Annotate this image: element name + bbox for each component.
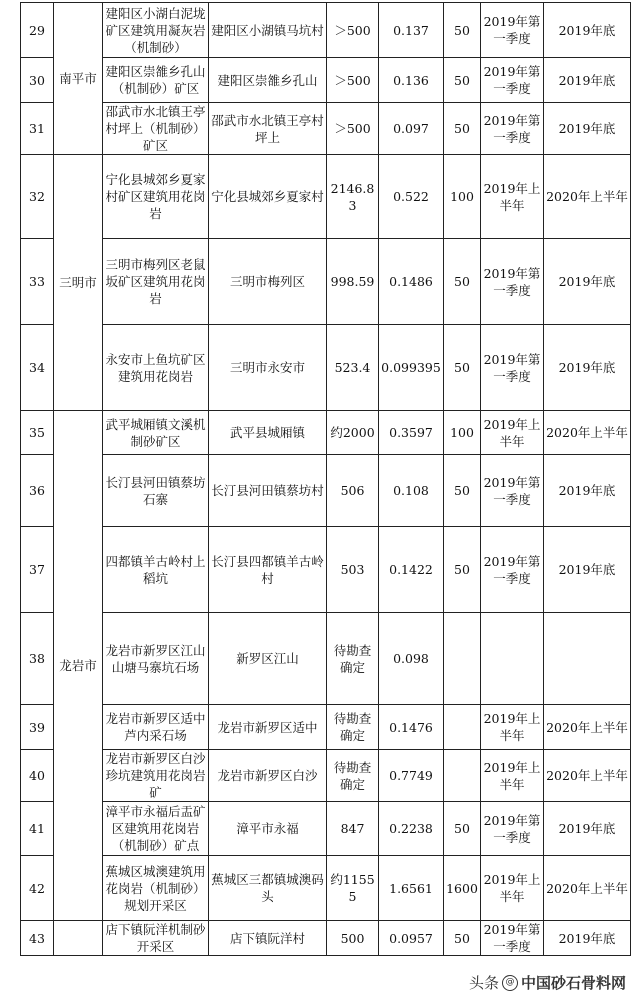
cell-name: 宁化县城郊乡夏家村矿区建筑用花岗岩 <box>103 155 209 239</box>
cell-res: 约2000 <box>327 411 379 455</box>
cell-name: 长汀县河田镇蔡坊石寨 <box>103 455 209 527</box>
cell-end <box>544 613 631 705</box>
cell-start: 2019年上半年 <box>481 705 544 750</box>
cell-end: 2020年上半年 <box>544 705 631 750</box>
table-body <box>21 3 631 956</box>
cell-no: 32 <box>21 155 54 239</box>
cell-area: 0.137 <box>379 3 444 58</box>
cell-start: 2019年上半年 <box>481 856 544 921</box>
cell-start: 2019年第一季度 <box>481 921 544 956</box>
cell-no: 36 <box>21 455 54 527</box>
cell-end: 2020年上半年 <box>544 856 631 921</box>
cell-end: 2019年底 <box>544 239 631 325</box>
cell-res: 待勘查确定 <box>327 750 379 802</box>
cell-no: 42 <box>21 856 54 921</box>
table-row <box>21 58 631 103</box>
cell-scale: 50 <box>444 455 481 527</box>
cell-area: 0.2238 <box>379 802 444 856</box>
cell-name: 三明市梅列区老鼠坂矿区建筑用花岗岩 <box>103 239 209 325</box>
table-row <box>21 455 631 527</box>
cell-no: 38 <box>21 613 54 705</box>
cell-loc: 新罗区江山 <box>209 613 327 705</box>
city-cell: 三明市 <box>54 155 103 411</box>
cell-scale: 50 <box>444 921 481 956</box>
cell-scale: 100 <box>444 155 481 239</box>
cell-res: ＞500 <box>327 58 379 103</box>
cell-area: 0.108 <box>379 455 444 527</box>
table-row <box>21 239 631 325</box>
cell-start: 2019年第一季度 <box>481 325 544 411</box>
table-row <box>21 3 631 58</box>
cell-no: 30 <box>21 58 54 103</box>
cell-loc: 宁化县城郊乡夏家村 <box>209 155 327 239</box>
cell-name: 店下镇阮洋机制砂开采区 <box>103 921 209 956</box>
cell-loc: 店下镇阮洋村 <box>209 921 327 956</box>
cell-loc: 建阳区崇雒乡孔山 <box>209 58 327 103</box>
table-row <box>21 155 631 239</box>
cell-scale <box>444 750 481 802</box>
cell-no: 43 <box>21 921 54 956</box>
cell-res: 847 <box>327 802 379 856</box>
cell-area: 1.6561 <box>379 856 444 921</box>
cell-no: 35 <box>21 411 54 455</box>
cell-name: 龙岩市新罗区白沙珍坑建筑用花岗岩矿 <box>103 750 209 802</box>
cell-name: 建阳区小湖白泥垅矿区建筑用凝灰岩（机制砂） <box>103 3 209 58</box>
cell-start: 2019年第一季度 <box>481 455 544 527</box>
table-row <box>21 411 631 455</box>
cell-no: 29 <box>21 3 54 58</box>
cell-end: 2019年底 <box>544 3 631 58</box>
cell-start: 2019年第一季度 <box>481 3 544 58</box>
cell-scale: 50 <box>444 103 481 155</box>
cell-no: 39 <box>21 705 54 750</box>
cell-scale: 50 <box>444 527 481 613</box>
table-row <box>21 750 631 802</box>
cell-area: 0.522 <box>379 155 444 239</box>
cell-end: 2019年底 <box>544 802 631 856</box>
cell-res: ＞500 <box>327 3 379 58</box>
table-row <box>21 103 631 155</box>
cell-start: 2019年第一季度 <box>481 103 544 155</box>
table-row <box>21 802 631 856</box>
cell-loc: 三明市永安市 <box>209 325 327 411</box>
cell-no: 41 <box>21 802 54 856</box>
cell-scale: 50 <box>444 3 481 58</box>
cell-name: 建阳区崇雒乡孔山（机制砂）矿区 <box>103 58 209 103</box>
cell-area: 0.097 <box>379 103 444 155</box>
cell-res: ＞500 <box>327 103 379 155</box>
cell-area: 0.7749 <box>379 750 444 802</box>
cell-no: 34 <box>21 325 54 411</box>
resource-table <box>20 2 631 956</box>
cell-name: 武平城厢镇文溪机制砂矿区 <box>103 411 209 455</box>
cell-loc: 漳平市永福 <box>209 802 327 856</box>
cell-start: 2019年上半年 <box>481 155 544 239</box>
cell-scale: 50 <box>444 58 481 103</box>
cell-end: 2020年上半年 <box>544 411 631 455</box>
cell-name: 蕉城区城澳建筑用花岗岩（机制砂）规划开采区 <box>103 856 209 921</box>
cell-loc: 三明市梅列区 <box>209 239 327 325</box>
cell-area: 0.1486 <box>379 239 444 325</box>
cell-res: 523.4 <box>327 325 379 411</box>
cell-end: 2019年底 <box>544 527 631 613</box>
cell-name: 四都镇羊古岭村上稻坑 <box>103 527 209 613</box>
cell-end: 2019年底 <box>544 921 631 956</box>
cell-res: 998.59 <box>327 239 379 325</box>
cell-end: 2020年上半年 <box>544 750 631 802</box>
cell-start: 2019年第一季度 <box>481 527 544 613</box>
cell-end: 2019年底 <box>544 103 631 155</box>
cell-scale <box>444 613 481 705</box>
table-row <box>21 705 631 750</box>
city-cell: 南平市 <box>54 3 103 155</box>
cell-no: 31 <box>21 103 54 155</box>
cell-start: 2019年第一季度 <box>481 58 544 103</box>
table-row <box>21 856 631 921</box>
cell-name: 漳平市永福后盂矿区建筑用花岗岩（机制砂）矿点 <box>103 802 209 856</box>
cell-loc: 建阳区小湖镇马坑村 <box>209 3 327 58</box>
cell-name: 永安市上鱼坑矿区建筑用花岗岩 <box>103 325 209 411</box>
cell-loc: 武平县城厢镇 <box>209 411 327 455</box>
cell-area: 0.1422 <box>379 527 444 613</box>
cell-loc: 龙岩市新罗区白沙 <box>209 750 327 802</box>
table-row <box>21 921 631 956</box>
cell-name: 龙岩市新罗区适中芦内采石场 <box>103 705 209 750</box>
cell-res: 500 <box>327 921 379 956</box>
cell-name: 龙岩市新罗区江山山塘马寨坑石场 <box>103 613 209 705</box>
cell-area: 0.136 <box>379 58 444 103</box>
cell-name: 邵武市水北镇王亭村坪上（机制砂）矿区 <box>103 103 209 155</box>
table-row <box>21 613 631 705</box>
cell-res: 503 <box>327 527 379 613</box>
cell-res: 2146.83 <box>327 155 379 239</box>
cell-res: 待勘查确定 <box>327 705 379 750</box>
cell-scale: 1600 <box>444 856 481 921</box>
cell-no: 33 <box>21 239 54 325</box>
cell-start: 2019年第一季度 <box>481 802 544 856</box>
cell-area: 0.3597 <box>379 411 444 455</box>
cell-res: 506 <box>327 455 379 527</box>
table-row <box>21 325 631 411</box>
cell-scale <box>444 705 481 750</box>
cell-end: 2019年底 <box>544 455 631 527</box>
cell-scale: 100 <box>444 411 481 455</box>
cell-start: 2019年上半年 <box>481 411 544 455</box>
city-cell: 龙岩市 <box>54 411 103 921</box>
cell-loc: 邵武市水北镇王亭村坪上 <box>209 103 327 155</box>
cell-loc: 长汀县河田镇蔡坊村 <box>209 455 327 527</box>
cell-start: 2019年上半年 <box>481 750 544 802</box>
cell-no: 40 <box>21 750 54 802</box>
watermark-account: 中国砂石骨料网 <box>520 974 626 992</box>
cell-scale: 50 <box>444 802 481 856</box>
cell-res: 待勘查确定 <box>327 613 379 705</box>
cell-res: 约11555 <box>327 856 379 921</box>
city-cell <box>54 921 103 956</box>
watermark <box>465 971 630 994</box>
cell-start: 2019年第一季度 <box>481 239 544 325</box>
cell-start <box>481 613 544 705</box>
cell-loc: 蕉城区三都镇城澳码头 <box>209 856 327 921</box>
cell-loc: 龙岩市新罗区适中 <box>209 705 327 750</box>
cell-scale: 50 <box>444 239 481 325</box>
cell-end: 2020年上半年 <box>544 155 631 239</box>
table-row <box>21 527 631 613</box>
cell-area: 0.1476 <box>379 705 444 750</box>
cell-scale: 50 <box>444 325 481 411</box>
watermark-prefix: 头条 <box>468 974 499 992</box>
cell-area: 0.0957 <box>379 921 444 956</box>
cell-end: 2019年底 <box>544 58 631 103</box>
at-icon: @ <box>502 975 518 991</box>
cell-area: 0.098 <box>379 613 444 705</box>
cell-end: 2019年底 <box>544 325 631 411</box>
cell-area: 0.099395 <box>379 325 444 411</box>
cell-no: 37 <box>21 527 54 613</box>
cell-loc: 长汀县四都镇羊古岭村 <box>209 527 327 613</box>
